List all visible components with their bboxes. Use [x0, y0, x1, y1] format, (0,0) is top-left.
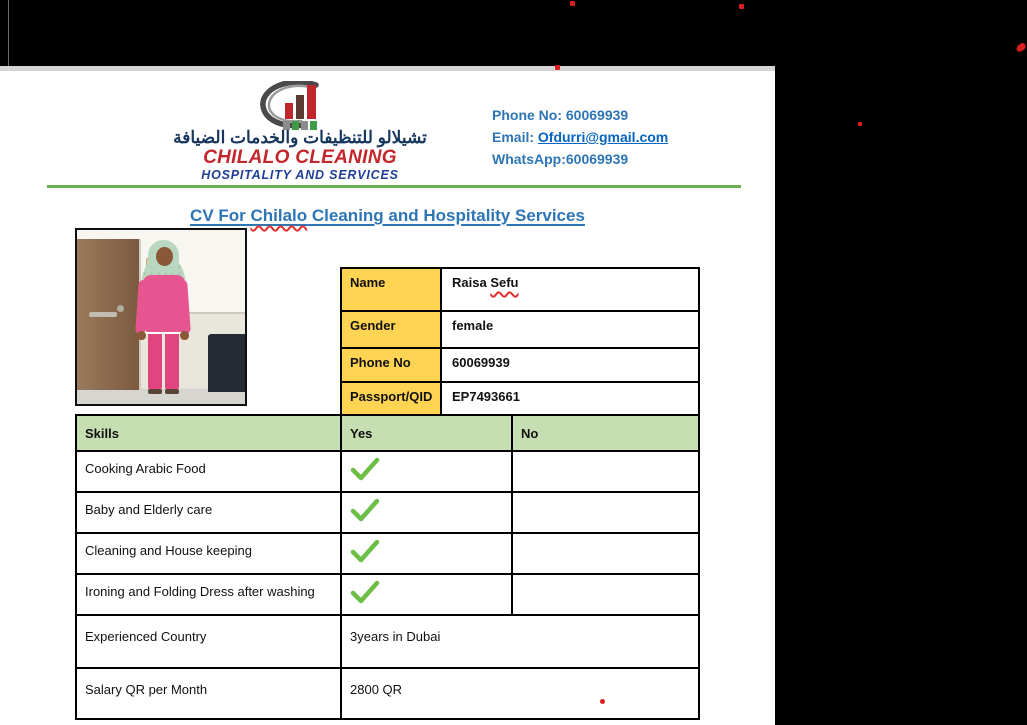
- no-cell: [513, 493, 700, 534]
- no-header: No: [513, 416, 700, 452]
- detail-row-label: Experienced Country: [77, 616, 342, 669]
- skill-row-label: Cleaning and House keeping: [77, 534, 342, 575]
- cv-title: [0, 206, 775, 226]
- skill-row-label: Cooking Arabic Food: [77, 452, 342, 493]
- whatsapp-number: WhatsApp:60069939: [492, 151, 629, 167]
- email-label: Email:: [492, 129, 538, 145]
- red-dot-artifact: [555, 65, 560, 70]
- photo-door-handle: [89, 312, 118, 317]
- company-name-arabic: تشيلالو للتنظيفات والخدمات الضيافة: [173, 128, 427, 147]
- company-tagline: HOSPITALITY AND SERVICES: [201, 168, 399, 182]
- info-value-passport: EP7493661: [442, 383, 700, 416]
- detail-row-label: Salary QR per Month: [77, 669, 342, 720]
- check-icon: [349, 580, 381, 605]
- misspelled-word: Sefu: [490, 275, 519, 290]
- no-cell: [513, 534, 700, 575]
- yes-cell: [342, 493, 513, 534]
- company-name: CHILALO CLEANING: [203, 147, 397, 168]
- personal-info-table: [340, 267, 700, 416]
- skill-row-label: Ironing and Folding Dress after washing: [77, 575, 342, 616]
- info-value-phone: 60069939: [442, 349, 700, 383]
- red-dot-artifact: [600, 699, 605, 704]
- red-dot-artifact: [570, 1, 575, 6]
- red-dot-artifact: [858, 122, 862, 126]
- photo-person-dress: [143, 275, 185, 334]
- check-icon: [349, 457, 381, 482]
- email-link[interactable]: Ofdurri@gmail.com: [537, 129, 669, 145]
- red-dot-artifact: [739, 4, 744, 9]
- info-label-passport: Passport/QID: [342, 383, 442, 416]
- top-black-band: [0, 0, 1027, 66]
- no-cell: [513, 575, 700, 616]
- yes-cell: [342, 452, 513, 493]
- detail-row-value: 2800 QR: [342, 669, 700, 720]
- cv-title-highlight: Chilalo: [250, 206, 308, 225]
- yes-cell: [342, 534, 513, 575]
- info-label-gender: Gender: [342, 312, 442, 349]
- check-icon: [349, 498, 381, 523]
- company-logo-icon: [256, 81, 338, 131]
- skills-header: Skills: [77, 416, 342, 452]
- info-label-name: Name: [342, 269, 442, 312]
- info-value-gender: female: [442, 312, 700, 349]
- applicant-photo: [75, 228, 247, 406]
- info-value-name: Raisa Sefu: [442, 269, 700, 312]
- skill-row-label: Baby and Elderly care: [77, 493, 342, 534]
- header-divider: [47, 185, 741, 188]
- info-label-phone: Phone No: [342, 349, 442, 383]
- yes-header: Yes: [342, 416, 513, 452]
- yes-cell: [342, 575, 513, 616]
- email-line: [492, 126, 732, 148]
- detail-row-value: 3years in Dubai: [342, 616, 700, 669]
- cv-title-pre: CV For: [190, 206, 251, 225]
- photo-person-face: [156, 247, 173, 266]
- cv-title-post: Cleaning and Hospitality Services: [307, 206, 585, 225]
- photo-couch: [208, 334, 245, 391]
- faint-vertical-line: [8, 0, 9, 66]
- skills-table: [75, 414, 700, 720]
- check-icon: [349, 539, 381, 564]
- phone-number: Phone No: 60069939: [492, 107, 629, 123]
- contact-block: [492, 104, 732, 170]
- no-cell: [513, 452, 700, 493]
